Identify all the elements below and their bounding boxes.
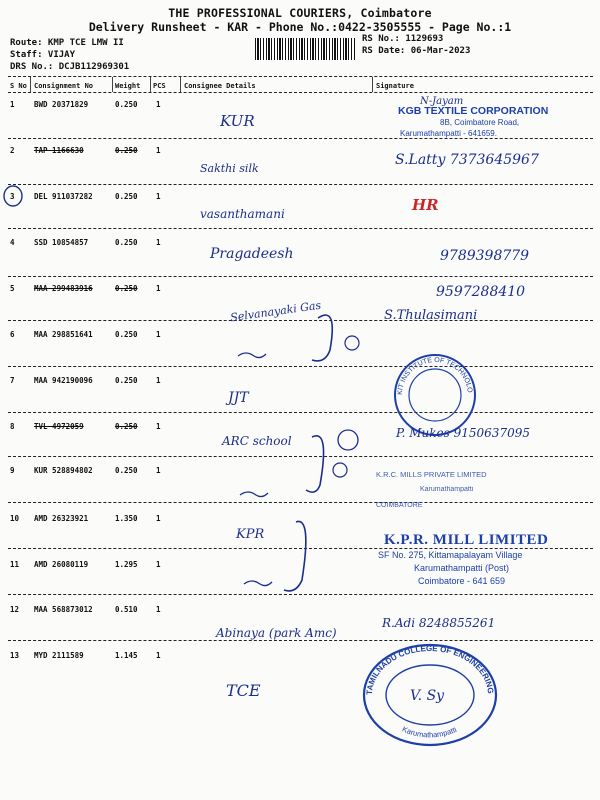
signature-row1: N-Jayam — [420, 96, 464, 107]
rs-number: RS No.: 1129693 — [362, 34, 444, 44]
runsheet-title: Delivery Runsheet - KAR - Phone No.:0422-3505555 - Page No.:1 — [88, 20, 512, 34]
row-pcs: 1 — [156, 284, 161, 293]
col-weight: Weight — [115, 82, 141, 90]
kpr-stamp-address: SF No. 275, Kittamapalayam Village — [378, 550, 523, 560]
handwritten-consignee: KPR — [236, 527, 265, 542]
row-weight: 0.250 — [115, 146, 138, 155]
row-weight: 0.250 — [115, 100, 138, 109]
row-weight: 1.295 — [115, 560, 138, 569]
staff-label: Staff: VIJAY — [10, 50, 76, 60]
row-consignment: MAA 568873012 — [34, 605, 93, 614]
signature-row4: 9789398779 — [440, 248, 530, 264]
kpr-stamp-city: Coimbatore - 641 659 — [418, 576, 506, 586]
route-label: Route: KMP TCE LMW II — [10, 38, 124, 48]
rs-date: RS Date: 06-Mar-2023 — [362, 46, 471, 56]
kpr-stamp-post: Karumathampatti (Post) — [414, 563, 510, 573]
row-weight: 0.250 — [115, 330, 138, 339]
row-sno: 11 — [10, 560, 20, 569]
row-weight: 0.250 — [115, 466, 138, 475]
col-consignment: Consignment No — [34, 82, 94, 90]
col-signature: Signature — [376, 82, 414, 90]
kgb-stamp-name: KGB TEXTILE CORPORATION — [398, 105, 549, 117]
row-weight: 0.510 — [115, 605, 138, 614]
tce-signature: V. Sy — [410, 688, 445, 704]
row-sno: 1 — [10, 100, 15, 109]
handwritten-consignee: ARC school — [222, 434, 292, 448]
row-sno: 12 — [10, 605, 20, 614]
row-sno: 4 — [10, 238, 15, 247]
row-consignment: AMD 26080119 — [34, 560, 89, 569]
signature-row3-red: HR — [412, 196, 439, 214]
row-consignment: TVL 4972059 — [34, 422, 84, 431]
row-pcs: 1 — [156, 605, 161, 614]
row-consignment: AMD 26323921 — [34, 514, 89, 523]
row-consignment: MAA 299483916 — [34, 284, 93, 293]
company-title: THE PROFESSIONAL COURIERS, Coimbatore — [168, 6, 432, 20]
handwritten-consignee: Abinaya (park Amc) — [216, 626, 337, 640]
row-sno: 13 — [10, 651, 20, 660]
row-consignment: BWD 20371829 — [34, 100, 89, 109]
row-consignment: MYD 2111589 — [34, 651, 84, 660]
row-pcs: 1 — [156, 100, 161, 109]
row-weight: 1.145 — [115, 651, 138, 660]
col-consignee: Consignee Details — [184, 82, 256, 90]
handwritten-consignee: Selvanayaki Gas — [229, 298, 322, 325]
row-consignment: SSD 10854857 — [34, 238, 89, 247]
signature-row2: S.Latty 7373645967 — [395, 152, 539, 168]
krc-stamp-state: COIMBATORE — [376, 502, 423, 509]
tce-stamp-seal — [360, 640, 500, 750]
row-weight: 1.350 — [115, 514, 138, 523]
kpr-stamp-name: K.P.R. MILL LIMITED — [384, 532, 549, 548]
krc-stamp-city: Karumathampatti — [420, 486, 474, 493]
row-sno: 9 — [10, 466, 15, 475]
row-weight: 0.250 — [115, 376, 138, 385]
row-sno: 3 — [10, 192, 15, 201]
krc-stamp-name: K.R.C. MILLS PRIVATE LIMITED — [376, 470, 487, 479]
tce-stamp-bottom-text: Karumathampatti — [400, 724, 459, 740]
row-pcs: 1 — [156, 238, 161, 247]
signature-row5: 9597288410 — [436, 284, 526, 300]
signature-row6: S.Thulasimani — [384, 308, 478, 323]
row-weight: 0.250 — [115, 422, 138, 431]
svg-text:Karumathampatti — [401, 724, 458, 739]
row-pcs: 1 — [156, 514, 161, 523]
kgb-stamp-city: Karumathampatti - 641659. — [400, 129, 497, 138]
handwritten-consignee: TCE — [226, 681, 261, 700]
row-pcs: 1 — [156, 330, 161, 339]
row-consignment: MAA 942190096 — [34, 376, 93, 385]
row-weight: 0.250 — [115, 192, 138, 201]
tce-stamp-top-text: TAMILNADU COLLEGE OF ENGINEERING — [364, 643, 496, 696]
row-sno: 8 — [10, 422, 15, 431]
kgb-stamp-address: 8B, Coimbatore Road, — [440, 118, 520, 127]
signature-row8: P. Mukes 9150637095 — [396, 426, 530, 440]
handwritten-consignee: Sakthi silk — [200, 162, 259, 175]
row-sno: 10 — [10, 514, 20, 523]
row-weight: 0.250 — [115, 238, 138, 247]
row-pcs: 1 — [156, 146, 161, 155]
row-sno: 2 — [10, 146, 15, 155]
row-pcs: 1 — [156, 376, 161, 385]
row-consignment: MAA 298851641 — [34, 330, 93, 339]
row-pcs: 1 — [156, 192, 161, 201]
signature-row12: R.Adi 8248855261 — [382, 616, 496, 630]
row-pcs: 1 — [156, 651, 161, 660]
row-consignment: TAP 1166630 — [34, 146, 84, 155]
handwritten-consignee: vasanthamani — [200, 207, 285, 221]
kit-stamp-text: KIT INSTITUTE OF TECHNOLOGY — [389, 347, 473, 396]
handwritten-consignee: KUR — [220, 112, 255, 130]
col-sno: S No — [10, 82, 27, 90]
row-sno: 7 — [10, 376, 15, 385]
row-sno: 6 — [10, 330, 15, 339]
handwritten-consignee: Pragadeesh — [210, 246, 294, 262]
col-pcs: PCS — [153, 82, 166, 90]
row-consignment: KUR 528894802 — [34, 466, 93, 475]
handwritten-consignee: JJT — [228, 390, 249, 406]
row-sno: 5 — [10, 284, 15, 293]
row-pcs: 1 — [156, 422, 161, 431]
row-pcs: 1 — [156, 560, 161, 569]
row-pcs: 1 — [156, 466, 161, 475]
row-weight: 0.250 — [115, 284, 138, 293]
drs-number: DRS No.: DCJB112969301 — [10, 62, 130, 72]
row-consignment: DEL 911037282 — [34, 192, 93, 201]
